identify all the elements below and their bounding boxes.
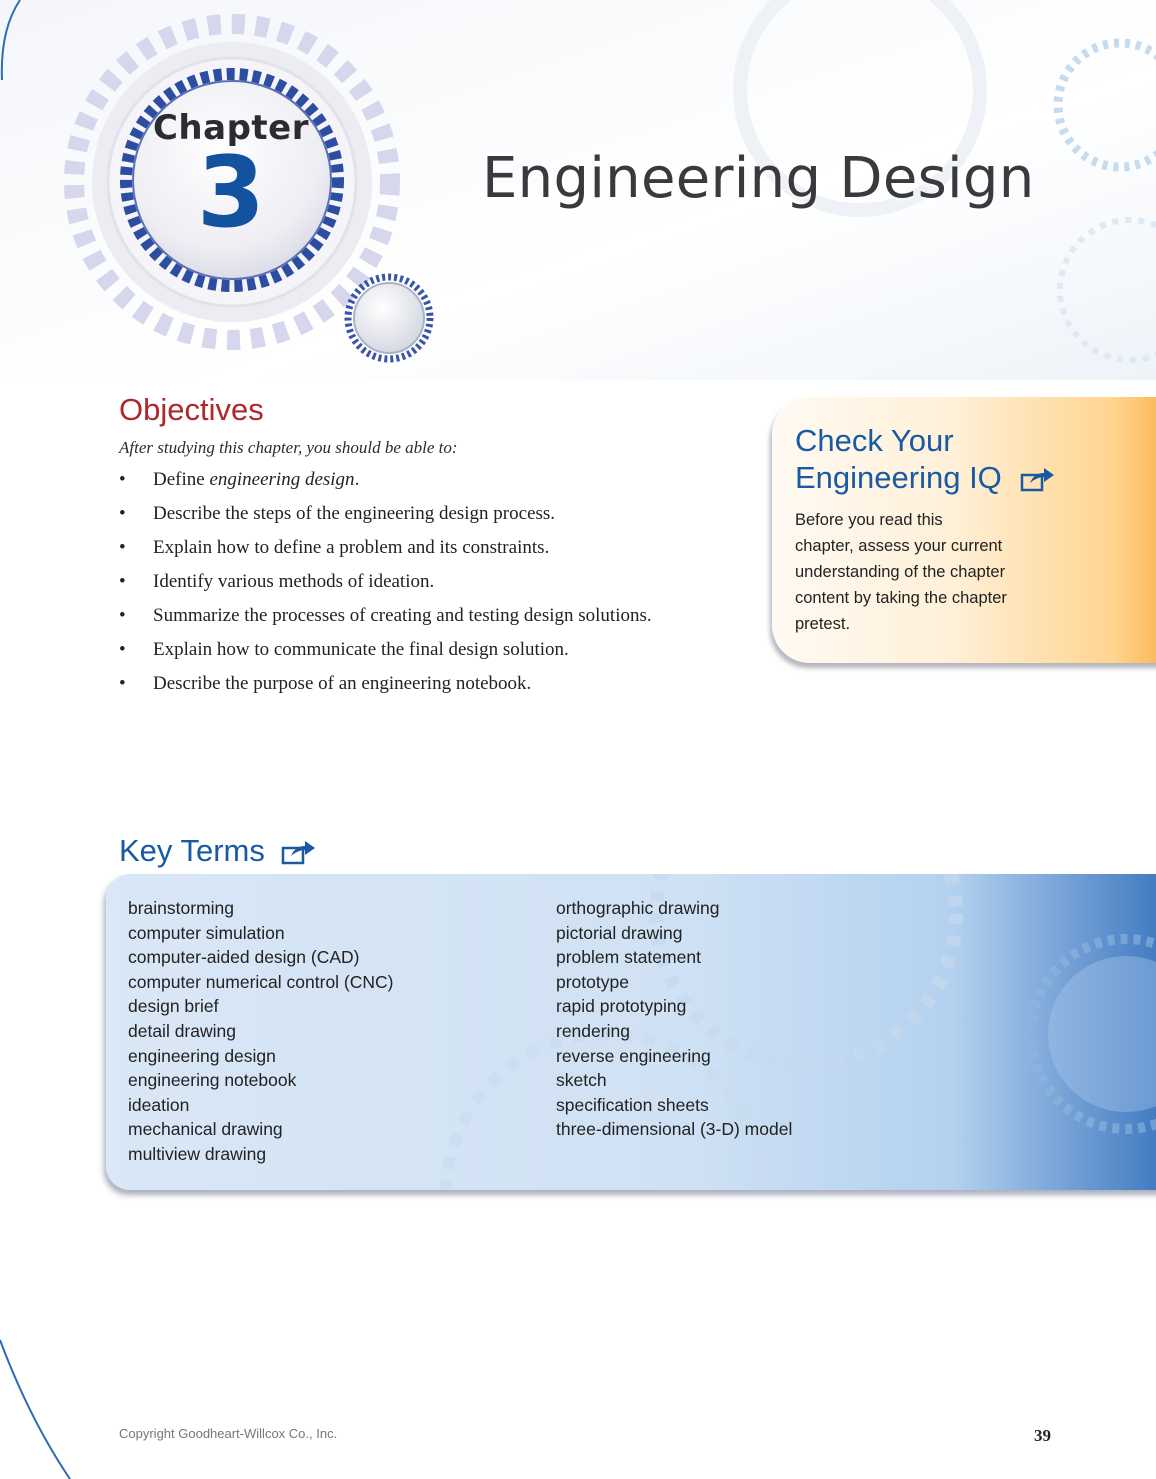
key-term: detail drawing: [128, 1020, 236, 1041]
key-term: computer numerical control (CNC): [128, 971, 394, 992]
key-term: three-dimensional (3-D) model: [556, 1119, 793, 1140]
list-item: • Summarize the processes of creating and testing design solutions.: [119, 605, 652, 626]
page-curve: [0, 1340, 70, 1479]
page-title: Engineering Design: [482, 146, 1035, 211]
key-term: multiview drawing: [128, 1143, 267, 1164]
key-term: rapid prototyping: [556, 996, 687, 1017]
objectives-list: [119, 467, 699, 705]
list-item: • Define engineering design.: [119, 469, 360, 490]
chapter-label: Chapter: [152, 108, 310, 148]
engineering-iq-heading[interactable]: Check Your Engineering IQ: [795, 422, 1056, 496]
key-term: engineering notebook: [128, 1070, 297, 1091]
key-term: computer-aided design (CAD): [128, 947, 360, 968]
list-item: • Explain how to communicate the final design solution.: [119, 639, 569, 660]
list-item: • Describe the purpose of an engineering notebook.: [119, 673, 532, 694]
bullet-icon: •: [119, 469, 126, 490]
key-terms-heading[interactable]: Key Terms: [119, 833, 317, 869]
objectives-intro: After studying this chapter, you should be able to:: [119, 438, 458, 457]
bullet-icon: •: [119, 571, 126, 592]
key-term: orthographic drawing: [556, 898, 720, 918]
key-terms-right-column: [556, 896, 792, 1142]
external-link-icon[interactable]: [1020, 467, 1056, 493]
key-term: computer simulation: [128, 922, 285, 943]
objectives-heading: Objectives: [119, 392, 264, 427]
key-term: problem statement: [556, 947, 701, 968]
key-term: brainstorming: [128, 898, 235, 918]
key-term: reverse engineering: [556, 1045, 711, 1066]
key-term: mechanical drawing: [128, 1119, 283, 1140]
key-term: rendering: [556, 1020, 630, 1041]
key-term: specification sheets: [556, 1094, 709, 1115]
bullet-icon: •: [119, 537, 126, 558]
list-item: • Describe the steps of the engineering design process.: [119, 503, 556, 524]
bullet-icon: •: [119, 605, 126, 626]
key-term: ideation: [128, 1094, 190, 1115]
list-item: • Identify various methods of ideation.: [119, 571, 435, 592]
external-link-icon[interactable]: [281, 840, 317, 866]
engineering-iq-body: Before you read this chapter, assess your current understanding of the chapter content by taking the chapter pretest.: [795, 511, 1007, 633]
key-terms-left-column: [128, 896, 394, 1167]
key-term: design brief: [128, 996, 219, 1017]
key-term: prototype: [556, 971, 629, 992]
key-term: pictorial drawing: [556, 922, 683, 943]
copyright-notice: Copyright Goodheart-Willcox Co., Inc.: [119, 1426, 338, 1441]
key-term: engineering design: [128, 1045, 276, 1066]
list-item: • Explain how to define a problem and its constraints.: [119, 537, 550, 558]
key-term: sketch: [556, 1070, 607, 1091]
bullet-icon: •: [119, 639, 126, 660]
chapter-number: 3: [196, 136, 266, 250]
small-gear: [354, 283, 424, 353]
bullet-icon: •: [119, 673, 126, 694]
bullet-icon: •: [119, 503, 126, 524]
page-number: 39: [1034, 1426, 1051, 1445]
